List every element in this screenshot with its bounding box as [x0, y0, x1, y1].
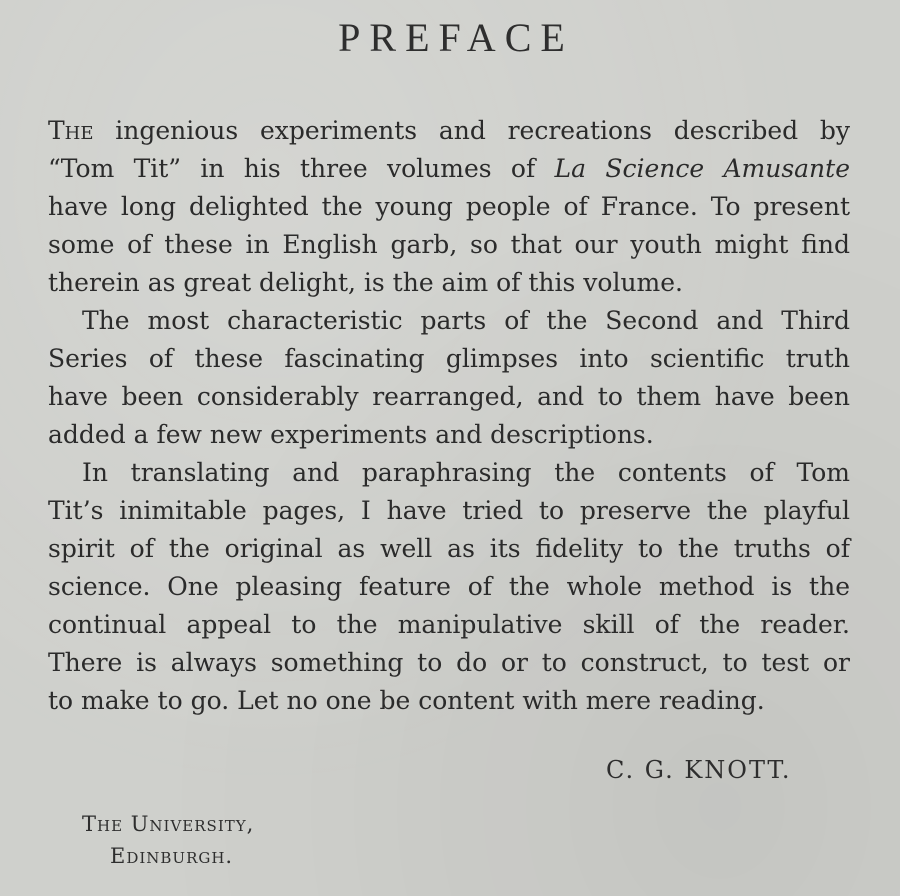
text-line — [48, 112, 850, 150]
text-line: Series of these fascinating glimpses into scientific truth — [48, 344, 850, 373]
book-title-italic: La Science Amusante — [554, 154, 851, 183]
line-text: “Tom Tit” in his three volumes of — [48, 154, 555, 183]
paragraph-3 — [48, 454, 850, 720]
text-line: added a few new experiments and descriptions. — [48, 420, 654, 449]
text-line: science. One pleasing feature of the whole method is the — [48, 572, 850, 601]
text-line — [48, 150, 850, 188]
text-line: spirit of the original as well as its fidelity to the truths of — [48, 534, 850, 563]
author-signature: C. G. KNOTT. — [606, 756, 792, 784]
page-title: PREFACE — [338, 15, 574, 60]
text-line: The most characteristic parts of the Second and Third — [82, 306, 850, 335]
text-line: have been considerably rearranged, and to them have been — [48, 382, 850, 411]
text-line: There is always something to do or to construct, to test or — [48, 648, 850, 677]
lead-word-smallcaps: The — [48, 116, 94, 145]
paragraph-1 — [48, 112, 850, 302]
text-line: continual appeal to the manipulative skill of the reader. — [48, 610, 850, 639]
author-address — [82, 808, 254, 872]
paragraph-2 — [48, 302, 850, 454]
address-line-city: Edinburgh. — [110, 844, 234, 868]
text-line: have long delighted the young people of France. To present — [48, 192, 850, 221]
address-line-institution: The University, — [82, 812, 255, 836]
text-line: some of these in English garb, so that our youth might find — [48, 230, 850, 259]
text-line: In translating and paraphrasing the contents of Tom — [82, 458, 850, 487]
text-line: to make to go. Let no one be content with mere reading. — [48, 686, 765, 715]
line-text: ingenious experiments and recreations described by — [93, 116, 850, 145]
preface-body — [48, 112, 850, 720]
text-line: Tit’s inimitable pages, I have tried to preserve the playful — [48, 496, 850, 525]
text-line: therein as great delight, is the aim of this volume. — [48, 268, 683, 297]
